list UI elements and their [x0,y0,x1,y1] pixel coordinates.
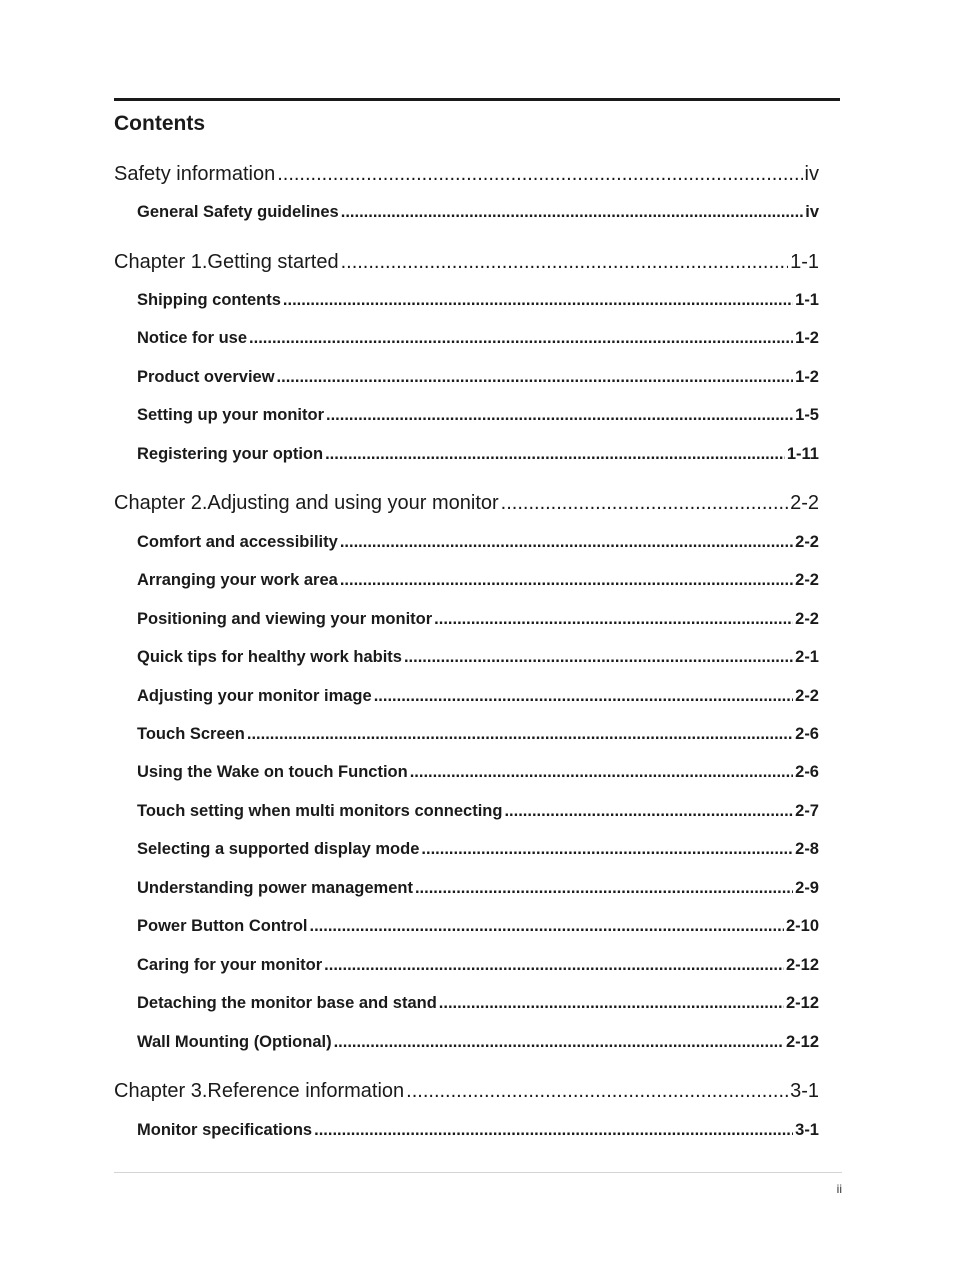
toc-entry-title: Adjusting your monitor image [137,687,372,705]
toc-entry-page: 3-1 [790,1080,819,1102]
toc-entry-page: iv [804,163,819,185]
toc-entry-title: Monitor specifications [137,1121,313,1139]
toc-dot-leader [277,368,794,387]
toc-section-entry[interactable] [137,291,819,310]
toc-dot-leader [314,1121,793,1140]
toc-dot-leader [406,1080,788,1103]
toc-entry-page: 2-6 [795,725,819,743]
toc-entry-page: 1-5 [795,406,819,424]
toc-entry-page: 2-1 [795,648,819,666]
toc-dot-leader [277,163,802,186]
toc-dot-leader [410,763,793,782]
toc-dot-leader [341,203,803,222]
toc-dot-leader [249,329,793,348]
toc-entry-title: General Safety guidelines [137,203,339,221]
toc-entry-page: 2-10 [785,917,819,935]
toc-entry-title: Selecting a supported display mode [137,840,420,858]
toc-entry-page: 2-2 [790,492,819,514]
toc-section-entry[interactable] [137,610,819,629]
toc-section-entry[interactable] [137,445,819,464]
toc-dot-leader [325,445,785,464]
toc-entry-page: 3-1 [795,1121,819,1139]
toc-section-entry[interactable] [137,648,819,667]
page-title: Contents [114,112,205,135]
toc-section-entry[interactable] [137,956,819,975]
toc-section-entry[interactable] [137,687,819,706]
toc-section-entry[interactable] [137,533,819,552]
toc-section-entry[interactable] [137,879,819,898]
toc-dot-leader [415,879,793,898]
toc-entry-page: 1-11 [786,445,819,463]
toc-entry-title: Notice for use [137,329,248,347]
toc-entry-title: Product overview [137,368,275,386]
toc-section-entry[interactable] [137,329,819,348]
toc-section-entry[interactable] [137,840,819,859]
toc-entry-page: 2-2 [795,610,819,628]
toc-section-entry[interactable] [137,994,819,1013]
toc-dot-leader [283,291,793,310]
toc-section-entry[interactable] [137,917,819,936]
toc-entry-page: 2-12 [785,1033,819,1051]
toc-entry-page: 2-9 [795,879,819,897]
toc-dot-leader [247,725,793,744]
toc-entry-page: 2-7 [795,802,819,820]
toc-entry-page: iv [805,203,819,221]
toc-entry-title: Quick tips for healthy work habits [137,648,402,666]
toc-entry-title: Understanding power management [137,879,413,897]
toc-entry-title: Wall Mounting (Optional) [137,1033,332,1051]
toc-dot-leader [326,406,793,425]
toc-section-entry[interactable] [137,763,819,782]
toc-section-entry[interactable] [137,802,819,821]
toc-dot-leader [404,648,793,667]
toc-chapter-entry[interactable] [114,251,819,274]
toc-section-entry[interactable] [137,571,819,590]
toc-entry-title: Comfort and accessibility [137,533,338,551]
toc-section-entry[interactable] [137,368,819,387]
toc-dot-leader [501,492,788,515]
toc-entry-title: Shipping contents [137,291,281,309]
toc-entry-title: Power Button Control [137,917,308,935]
toc-entry-title: Safety information [114,163,276,185]
toc-entry-title: Arranging your work area [137,571,338,589]
toc-entry-title: Positioning and viewing your monitor [137,610,433,628]
toc-entry-page: 2-2 [795,571,819,589]
toc-entry-title: Caring for your monitor [137,956,323,974]
toc-section-entry[interactable] [137,203,819,222]
toc-entry-page: 2-2 [795,687,819,705]
toc-entry-page: 1-1 [795,291,819,309]
toc-section-entry[interactable] [137,1121,819,1140]
toc-entry-title: Setting up your monitor [137,406,324,424]
toc-entry-page: 2-6 [795,763,819,781]
toc-entry-title: Chapter 2.Adjusting and using your monitor [114,492,499,514]
toc-entry-page: 2-2 [795,533,819,551]
toc-chapter-entry[interactable] [114,492,819,515]
toc-section-entry[interactable] [137,725,819,744]
toc-dot-leader [340,571,793,590]
toc-entry-title: Using the Wake on touch Function [137,763,408,781]
footer-rule [114,1172,842,1173]
toc-entry-page: 2-8 [795,840,819,858]
toc-dot-leader [309,917,783,936]
toc-entry-page: 1-2 [795,329,819,347]
toc-entry-page: 2-12 [785,994,819,1012]
toc-dot-leader [421,840,793,859]
toc-dot-leader [439,994,784,1013]
toc-entry-page: 1-1 [790,251,819,273]
toc-entry-title: Touch setting when multi monitors connecting [137,802,503,820]
toc-entry-title: Registering your option [137,445,324,463]
toc-entry-title: Chapter 1.Getting started [114,251,339,273]
toc-entry-title: Chapter 3.Reference information [114,1080,405,1102]
toc-entry-page: 2-12 [785,956,819,974]
page-number: ii [836,1182,842,1196]
toc-dot-leader [434,610,793,629]
toc-dot-leader [340,533,793,552]
toc-entry-title: Detaching the monitor base and stand [137,994,437,1012]
toc-entry-title: Touch Screen [137,725,245,743]
toc-section-entry[interactable] [137,406,819,425]
toc-dot-leader [334,1033,784,1052]
toc-section-entry[interactable] [137,1033,819,1052]
toc-chapter-entry[interactable] [114,163,819,186]
toc-entry-page: 1-2 [795,368,819,386]
toc-dot-leader [324,956,784,975]
toc-dot-leader [504,802,793,821]
toc-dot-leader [374,687,793,706]
toc-dot-leader [341,251,789,274]
toc-chapter-entry[interactable] [114,1080,819,1103]
